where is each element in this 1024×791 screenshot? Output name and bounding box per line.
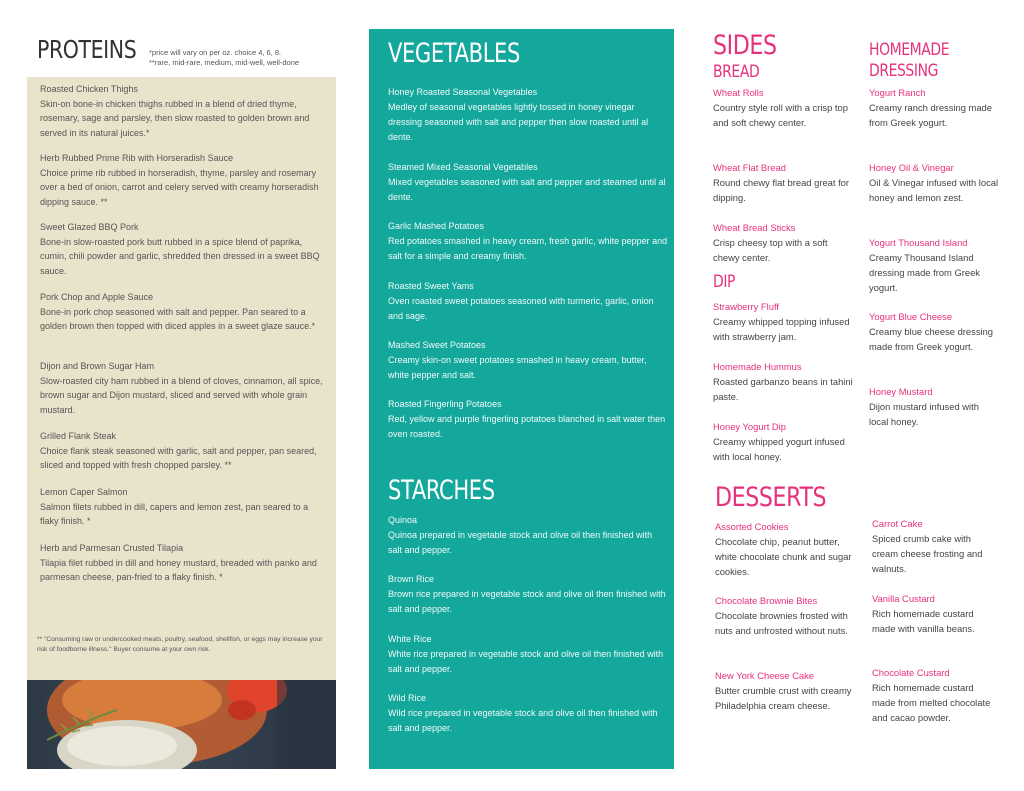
proteins-heading: PROTEINS [37,35,137,64]
menu-item-desc: Bone-in pork chop seasoned with salt and pepper. Pan seared to a golden brown then topped with diced apples in a sweet glaze sauce.* [40,306,316,331]
menu-item-title: Lemon Caper Salmon [40,487,128,497]
menu-item-title: Roasted Sweet Yams [388,281,474,291]
menu-item-desc: Crisp cheesy top with a soft chewy center. [713,237,828,263]
menu-item-desc: Mixed vegetables seasoned with salt and pepper and steamed until al dente. [388,177,666,202]
menu-item [40,359,325,417]
menu-item-desc: Skin-on bone-in chicken thighs rubbed in a blend of dried thyme, rosemary, sage and parsley, then slow roasted to golden brown and served in its natural juices.* [40,98,310,138]
menu-item-title: Pork Chop and Apple Sauce [40,292,154,302]
desserts-heading: DESSERTS [715,482,827,513]
menu-item-title: Dijon and Brown Sugar Ham [40,361,155,371]
vegetables-heading: VEGETABLES [388,38,520,69]
menu-item-desc: Brown rice prepared in vegetable stock and olive oil then finished with salt and pepper. [388,589,666,614]
menu-item-title: Yogurt Thousand Island [869,237,968,248]
menu-item-desc: Creamy Thousand Island dressing made from Greek yogurt. [869,252,980,293]
menu-item-title: Garlic Mashed Potatoes [388,221,485,231]
price-note-line: *price will vary on per oz. choice 4, 6, 8. [149,48,282,57]
menu-item-desc: Creamy skin-on sweet potatoes smashed in heavy cream, butter, white pepper and salt. [388,355,647,380]
menu-item-title: Assorted Cookies [715,521,789,532]
menu-item [388,632,668,677]
menu-item [872,516,997,576]
menu-item-title: Yogurt Ranch [869,87,926,98]
menu-item-desc: Salmon filets rubbed in dill, capers and lemon zest, pan seared to a flaky finish. * [40,501,309,526]
menu-item [713,419,853,464]
menu-item-title: Sweet Glazed BBQ Pork [40,222,139,232]
menu-item-desc: Red potatoes smashed in heavy cream, fresh garlic, white pepper and salt for a simple and creamy finish. [388,236,668,261]
salmon-photo [27,680,336,769]
menu-item [40,151,325,209]
menu-item-title: Honey Mustard [869,386,933,397]
menu-item-title: Steamed Mixed Seasonal Vegetables [388,162,538,172]
menu-item [713,220,853,265]
menu-item [872,591,997,636]
menu-item-title: Honey Roasted Seasonal Vegetables [388,87,538,97]
menu-item [388,513,668,558]
menu-item-title: Chocolate Brownie Bites [715,595,818,606]
menu-item-desc: Creamy whipped topping infused with strawberry jam. [713,316,850,342]
menu-item [388,338,668,383]
doneness-note-line: **rare, mid-rare, medium, mid-well, well-done [149,58,300,67]
menu-item [388,160,668,205]
menu-item-title: Yogurt Blue Cheese [869,311,953,322]
menu-item [40,220,325,278]
menu-item-title: Herb Rubbed Prime Rib with Horseradish Sauce [40,153,234,163]
menu-item-title: Honey Yogurt Dip [713,421,786,432]
menu-item-title: Vanilla Custard [872,593,935,604]
menu-item-title: Wheat Flat Bread [713,162,786,173]
menu-item-title: Wheat Bread Sticks [713,222,796,233]
menu-item [715,519,855,579]
menu-item-desc: Red, yellow and purple fingerling potatoes blanched in salt water then oven roasted. [388,414,666,439]
menu-item-desc: Oven roasted sweet potatoes seasoned with turmeric, garlic, onion and sage. [388,296,654,321]
dressing-heading-line: DRESSING [869,61,938,81]
dip-heading: DIP [713,272,736,292]
menu-item [40,429,325,473]
price-note [149,48,299,68]
menu-item [388,279,668,324]
menu-item [872,665,997,725]
menu-item-desc: Bone-in slow-roasted pork butt rubbed in a spice blend of paprika, cumin, chili powder and garlic, shredded then dressed in a sweet BBQ sauce. [40,236,320,276]
menu-item [713,299,858,344]
menu-item [713,359,853,404]
menu-item-title: Roasted Fingerling Potatoes [388,399,502,409]
menu-item-title: New York Cheese Cake [715,670,815,681]
menu-item-desc: Spiced crumb cake with cream cheese frosting and walnuts. [872,533,983,574]
sides-heading: SIDES [713,30,777,61]
menu-item-desc: Creamy blue cheese dressing made from Greek yogurt. [869,326,994,352]
salmon-photo-illustration [27,680,336,769]
menu-item-title: Grilled Flank Steak [40,431,117,441]
food-safety-footnote: ** "Consuming raw or undercooked meats, poultry, seafood, shellfish, or eggs may increase your risk of foodborne illness." Buyer consume at your own risk. [37,636,323,653]
menu-item [40,290,325,334]
starches-heading: STARCHES [388,475,495,506]
menu-item [869,235,999,295]
menu-item [869,85,999,130]
menu-item-desc: Country style roll with a crisp top and soft chewy center. [713,102,848,128]
menu-item-desc: Quinoa prepared in vegetable stock and olive oil then finished with salt and pepper. [388,530,653,555]
menu-item [388,572,668,617]
menu-item-desc: Chocolate brownies frosted with nuts and unfrosted without nuts. [715,610,848,636]
menu-item-desc: Rich homemade custard made with vanilla beans. [872,608,975,634]
menu-item-title: Strawberry Fluff [713,301,779,312]
menu-item-title: Carrot Cake [872,518,923,529]
menu-item-title: Mashed Sweet Potatoes [388,340,486,350]
menu-item-desc: Slow-roasted city ham rubbed in a blend of cloves, cinnamon, all spice, brown sugar and Dijon mustard, sliced and served with whole grain mustard. [40,375,323,415]
menu-item-title: Quinoa [388,515,418,525]
menu-item-title: Herb and Parmesan Crusted Tilapia [40,543,184,553]
menu-item-desc: Dijon mustard infused with local honey. [869,401,979,427]
menu-item-desc: Tilapia filet rubbed in dill and honey mustard, breaded with panko and parmesan cheese, pan-fried to a flaky finish. * [40,557,317,582]
menu-item-title: Homemade Hummus [713,361,802,372]
menu-item-title: Brown Rice [388,574,435,584]
menu-item-title: Wheat Rolls [713,87,764,98]
menu-item [869,384,999,429]
bread-heading: BREAD [713,62,760,82]
menu-item-desc: Creamy whipped yogurt infused with local honey. [713,436,845,462]
menu-item [713,85,853,130]
menu-item [713,160,853,205]
menu-item-desc: Medley of seasonal vegetables lightly tossed in honey vinegar dressing seasoned with salt and pepper then slow roasted until al dente. [388,102,649,142]
menu-item [40,541,325,585]
menu-item [869,309,999,354]
menu-item-title: Honey Oil & Vinegar [869,162,954,173]
dressing-heading-line: HOMEMADE [869,40,950,60]
menu-item-desc: Roasted garbanzo beans in tahini paste. [713,376,853,402]
menu-item-desc: Choice prime rib rubbed in horseradish, thyme, parsley and rosemary over a bed of onion, carrot and celery served with creamy horseradish dipping sauce. ** [40,167,319,207]
menu-item [869,160,999,205]
menu-item-desc: Butter crumble crust with creamy Philadelphia cream cheese. [715,685,852,711]
menu-item-desc: Creamy ranch dressing made from Greek yogurt. [869,102,992,128]
menu-item [388,219,668,264]
menu-item [40,485,325,529]
menu-item-title: Chocolate Custard [872,667,950,678]
menu-item-title: Roasted Chicken Thighs [40,84,138,94]
menu-item [388,397,668,442]
menu-item-desc: White rice prepared in vegetable stock and olive oil then finished with salt and pepper. [388,649,664,674]
menu-item-desc: Chocolate chip, peanut butter, white chocolate chunk and sugar cookies. [715,536,852,577]
menu-item-title: Wild Rice [388,693,427,703]
menu-item-desc: Rich homemade custard made from melted chocolate and cacao powder. [872,682,991,723]
menu-item [715,668,855,713]
menu-item-desc: Oil & Vinegar infused with local honey and lemon zest. [869,177,999,203]
menu-item-desc: Choice flank steak seasoned with garlic, salt and pepper, pan seared, sliced and topped with fresh chopped parsley. ** [40,445,317,470]
menu-item [715,593,855,638]
menu-item-desc: Round chewy flat bread great for dipping. [713,177,850,203]
menu-item-title: White Rice [388,634,432,644]
dressing-heading [869,40,949,82]
menu-item [40,82,325,140]
menu-item [388,691,668,736]
menu-item [388,85,668,145]
menu-item-desc: Wild rice prepared in vegetable stock and olive oil then finished with salt and pepper. [388,708,658,733]
